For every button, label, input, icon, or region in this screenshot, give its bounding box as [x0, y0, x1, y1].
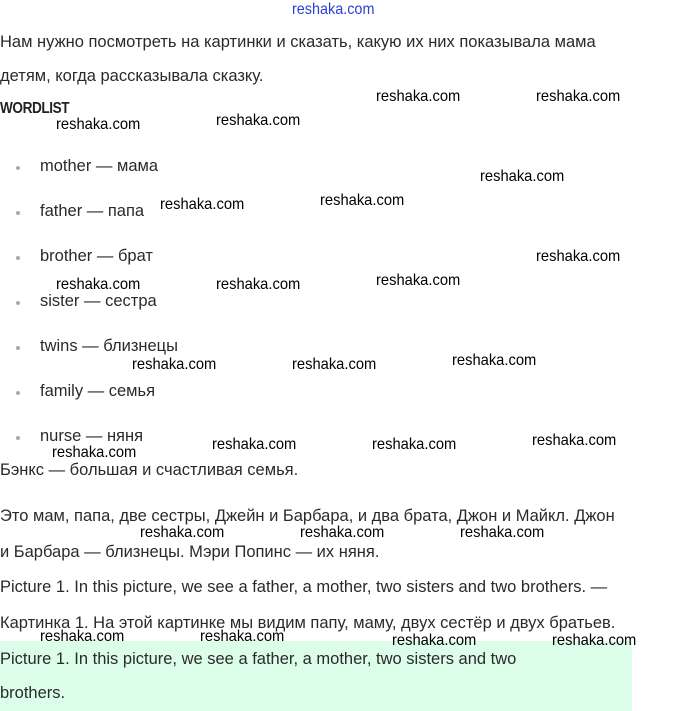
wordlist-title: WORDLIST — [0, 100, 70, 117]
watermark: reshaka.com — [212, 436, 297, 453]
watermark: reshaka.com — [536, 248, 621, 265]
word-item: brother — брат — [40, 247, 153, 265]
watermark: reshaka.com — [56, 116, 141, 133]
bullet — [16, 301, 20, 305]
watermark: reshaka.com — [140, 524, 225, 541]
watermark: reshaka.com — [392, 632, 477, 649]
watermark: reshaka.com — [216, 112, 301, 129]
watermark: reshaka.com — [376, 272, 461, 289]
watermark: reshaka.com — [200, 628, 285, 645]
word-item: father — папа — [40, 202, 145, 220]
watermark: reshaka.com — [460, 524, 545, 541]
watermark: reshaka.com — [292, 356, 377, 373]
paragraph-line: и Барбара — близнецы. Мэри Попинс — их няня. — [0, 543, 380, 561]
bullet — [16, 166, 20, 170]
word-item: mother — мама — [40, 157, 159, 175]
bullet — [16, 391, 20, 395]
answer-line: Picture 1. In this picture, we see a father, a mother, two sisters and two — [0, 650, 517, 668]
watermark: reshaka.com — [52, 444, 137, 461]
paragraph-line: Картинка 1. На этой картинке мы видим папу, маму, двух сестёр и двух братьев. — [0, 614, 616, 632]
paragraph-line: Picture 1. In this picture, we see a father, a mother, two sisters and two brothers. — — [0, 578, 608, 596]
watermark: reshaka.com — [376, 88, 461, 105]
watermark: reshaka.com — [40, 628, 125, 645]
watermark: reshaka.com — [372, 436, 457, 453]
paragraph-line: Это мам, папа, две сестры, Джейн и Барбара, и два брата, Джон и Майкл. Джон — [0, 507, 615, 525]
answer-line: brothers. — [0, 684, 66, 702]
watermark: reshaka.com — [552, 632, 637, 649]
watermark: reshaka.com — [480, 168, 565, 185]
watermark: reshaka.com — [160, 196, 245, 213]
bullet — [16, 256, 20, 260]
word-item: twins — близнецы — [40, 337, 178, 355]
watermark: reshaka.com — [132, 356, 217, 373]
watermark: reshaka.com — [532, 432, 617, 449]
watermark: reshaka.com — [452, 352, 537, 369]
watermark: reshaka.com — [216, 276, 301, 293]
bullet — [16, 211, 20, 215]
word-item: family — семья — [40, 382, 156, 400]
intro-line: детям, когда рассказывала сказку. — [0, 67, 264, 85]
watermark-top: reshaka.com — [292, 1, 375, 18]
paragraph-line: Бэнкс — большая и счастливая семья. — [0, 461, 299, 479]
bullet — [16, 346, 20, 350]
watermark: reshaka.com — [320, 192, 405, 209]
watermark: reshaka.com — [536, 88, 621, 105]
watermark: reshaka.com — [56, 276, 141, 293]
watermark: reshaka.com — [300, 524, 385, 541]
bullet — [16, 436, 20, 440]
word-item: nurse — няня — [40, 427, 144, 445]
word-item: sister — сестра — [40, 292, 157, 310]
intro-line: Нам нужно посмотреть на картинки и сказать, какую их них показывала мама — [0, 33, 596, 51]
